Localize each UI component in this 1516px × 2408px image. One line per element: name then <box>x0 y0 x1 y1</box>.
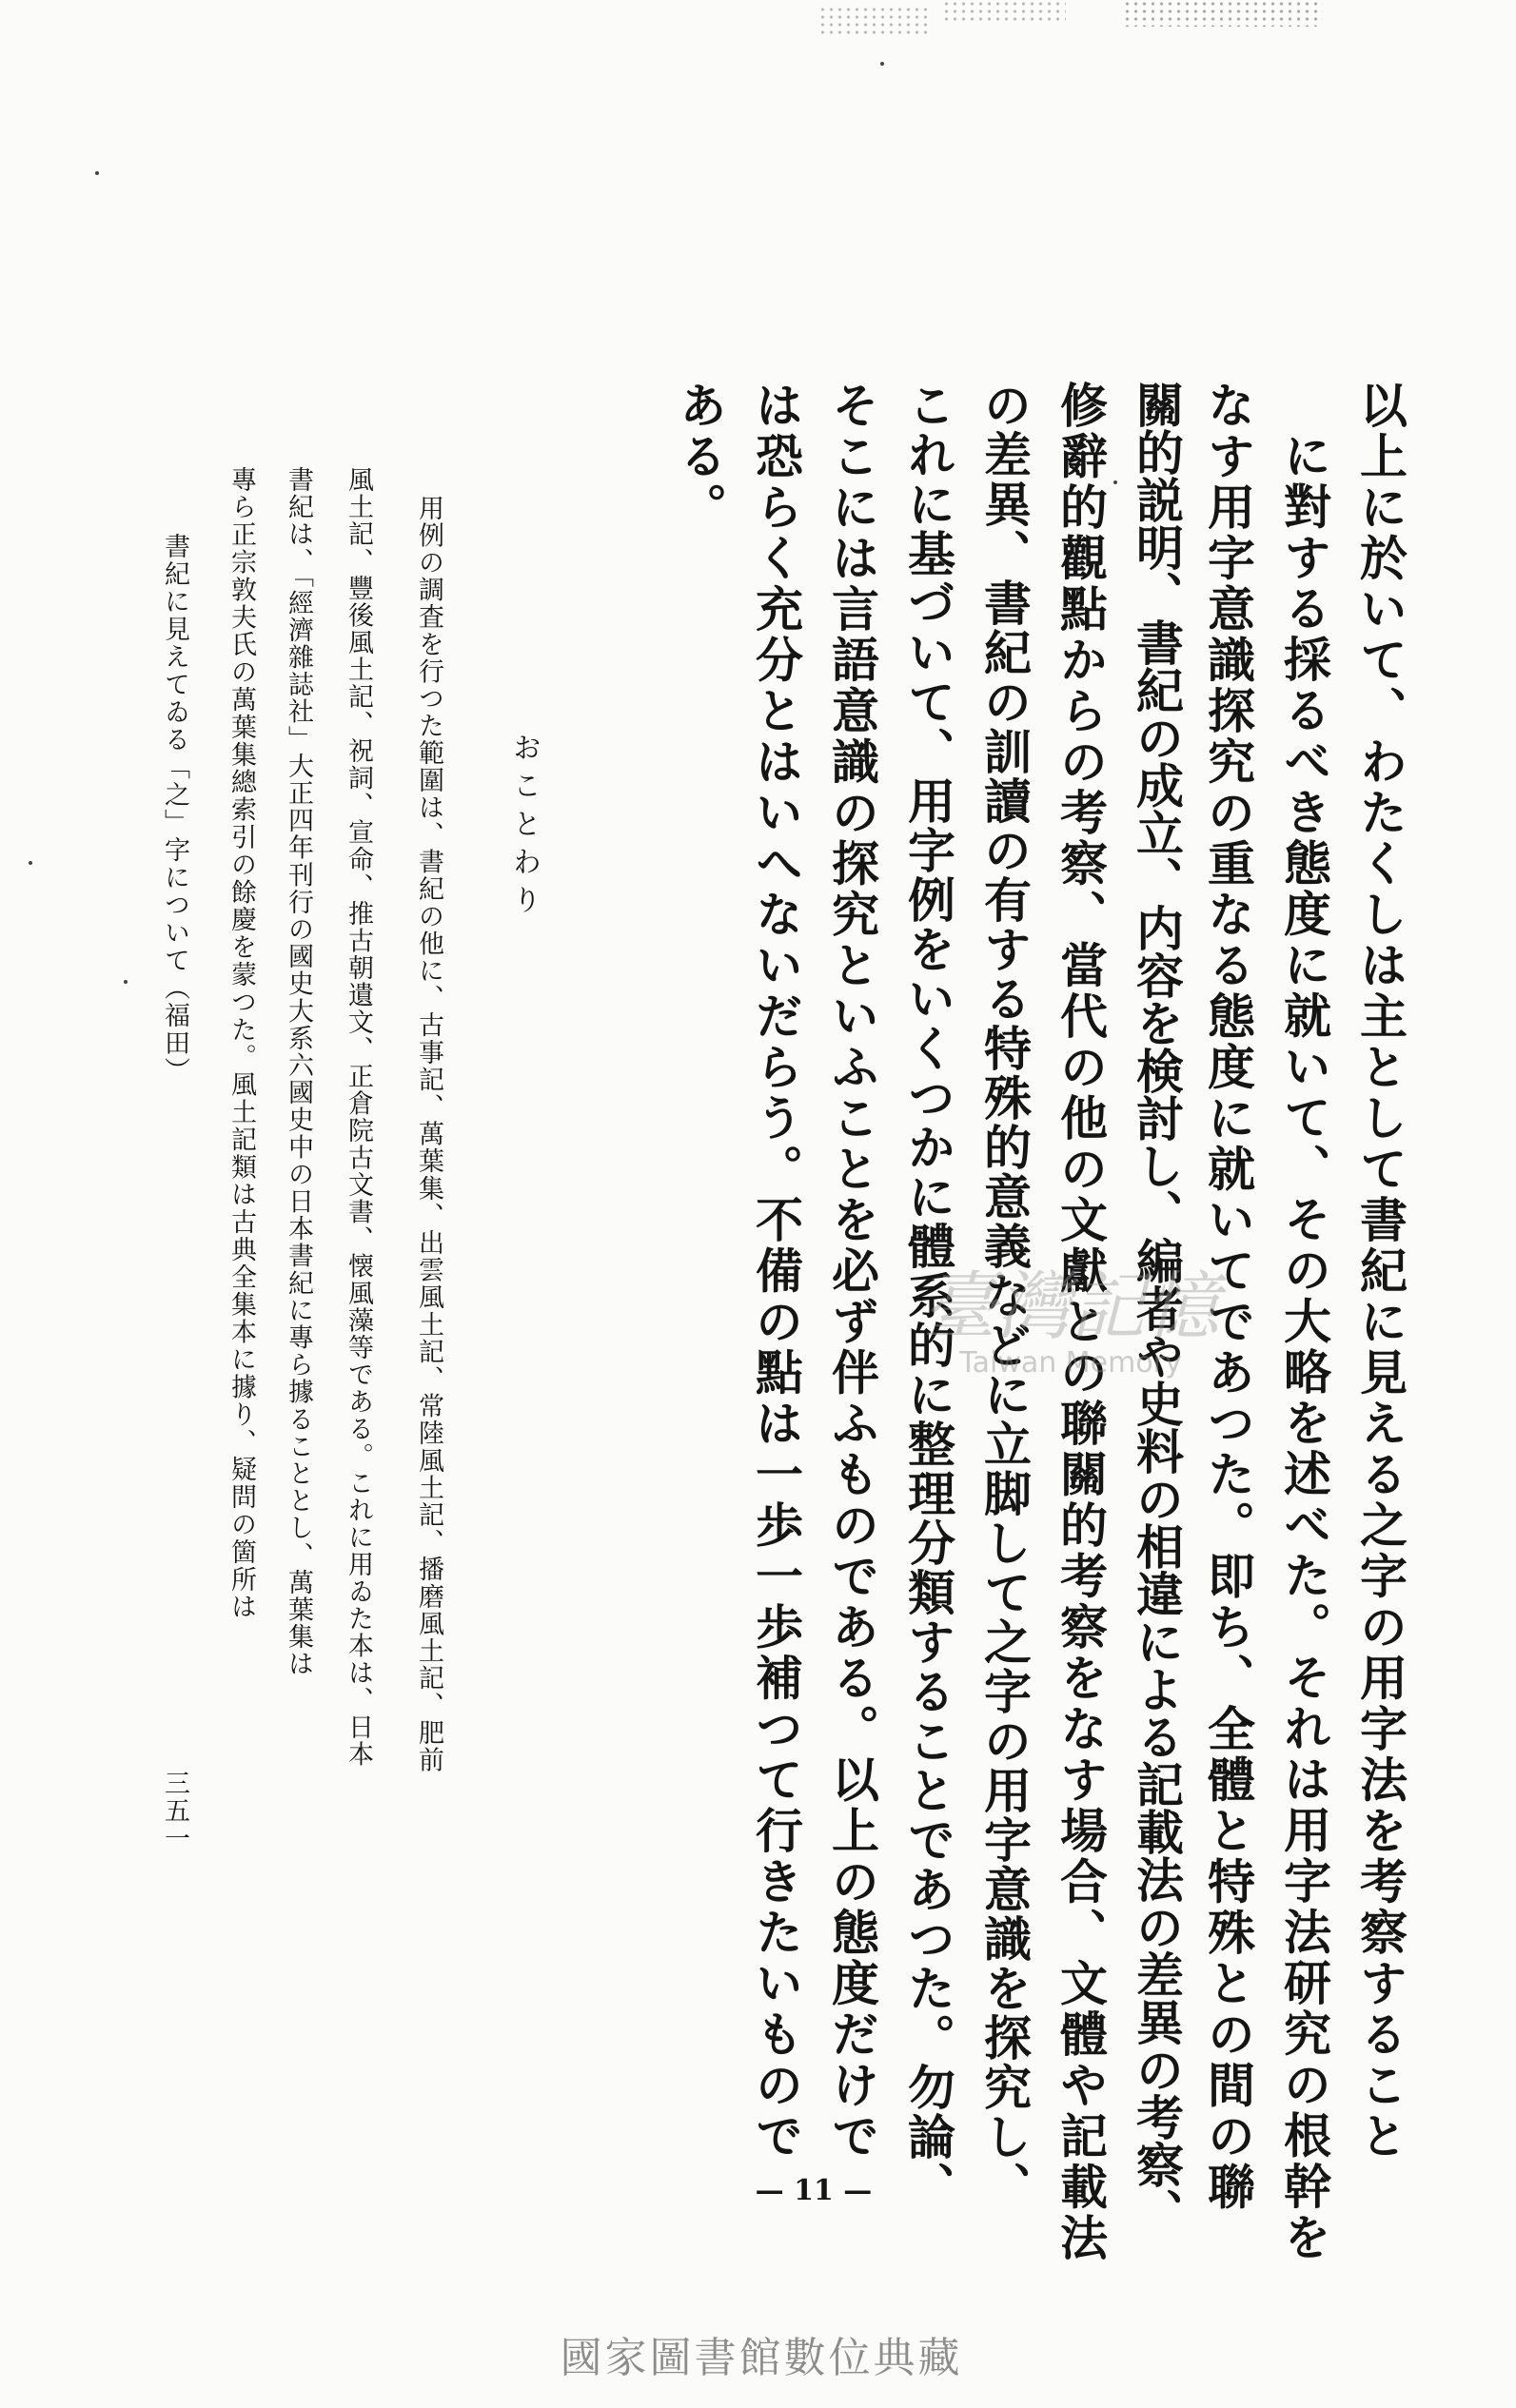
main-text-line-3: なす用字意識探究の重なる態度に就いてであつた。即ち、全體と特殊との間の聯 <box>1200 381 1256 2213</box>
marginal-page-number: 三五一 <box>160 1770 189 1852</box>
page-number: — 11 — <box>755 2174 873 2207</box>
running-header-title: 書紀に見えてゐる「之」字について（福田） <box>160 533 189 1085</box>
scan-noise <box>124 980 128 984</box>
note-line-3: 書紀は、「經濟雜誌社」大正四年刊行の國史大系六國史中の日本書紀に專ら據ることとし、萬葉集は <box>284 466 313 1678</box>
scan-noise <box>1113 480 1117 484</box>
main-text-line-8: そこには言語意識の探究といふことを必ず伴ふものである。以上の態度だけで <box>824 381 880 2163</box>
main-text-line-1: 以上に於いて、わたくしは主として書紀に見える之字の用字法を考察すること <box>1352 381 1408 2163</box>
svg-text:臺灣記憶: 臺灣記憶 <box>921 1264 1220 1350</box>
main-text-line-9: は恐らく充分とはいへないだらう。不備の點は一歩一歩補つて行きたいもので <box>748 381 804 2163</box>
note-title: おことわり <box>507 733 541 923</box>
svg-text:Taiwan Memory: Taiwan Memory <box>959 1346 1182 1380</box>
main-text-line-6: の差異、書紀の訓讀の有する特殊的意義などに立脚して之字の用字意識を探究し、 <box>976 381 1033 2211</box>
scan-noise <box>880 62 884 66</box>
main-text-line-10: ある。 <box>672 381 728 534</box>
main-text-line-2: に對する採るべき態度に就いて、その大略を述べた。それは用字法研究の根幹を <box>1276 431 1332 2263</box>
scan-noise <box>95 171 99 175</box>
main-text-line-4: 關的説明、書紀の成立、内容を検討し、編者や史料の相違による記載法の差異の考察、 <box>1129 381 1185 2236</box>
scan-noise <box>29 861 32 865</box>
main-text-line-7: これに基づいて、用字例をいくつかに體系的に整理分類することであつた。勿論、 <box>900 381 956 2211</box>
scan-noise <box>942 0 1066 25</box>
note-line-1: 用例の調査を行つた範圍は、書紀の他に、古事記、萬葉集、出雲風土記、常陸風土記、播磨風土記、肥前 <box>414 495 443 1774</box>
main-text-line-5: 修辭的觀點からの考察、當代の他の文獻との聯關的考察をなす場合、文體や記載法 <box>1053 381 1109 2264</box>
note-line-2: 風土記、豐後風土記、祝詞、宣命、推古朝遺文、正倉院古文書、懐風藻等である。これに用ゐた本は、日本 <box>344 466 373 1768</box>
scan-noise <box>818 6 933 34</box>
library-footer: 國家圖書館數位典藏 <box>560 2334 963 2382</box>
note-line-4: 專ら正宗敦夫氏の萬葉集總索引の餘慶を蒙つた。風土記類は古典全集本に據り、疑問の箇所は <box>226 466 256 1621</box>
taiwan-memory-watermark-logo <box>885 1256 1256 1389</box>
scan-noise <box>1123 0 1323 27</box>
